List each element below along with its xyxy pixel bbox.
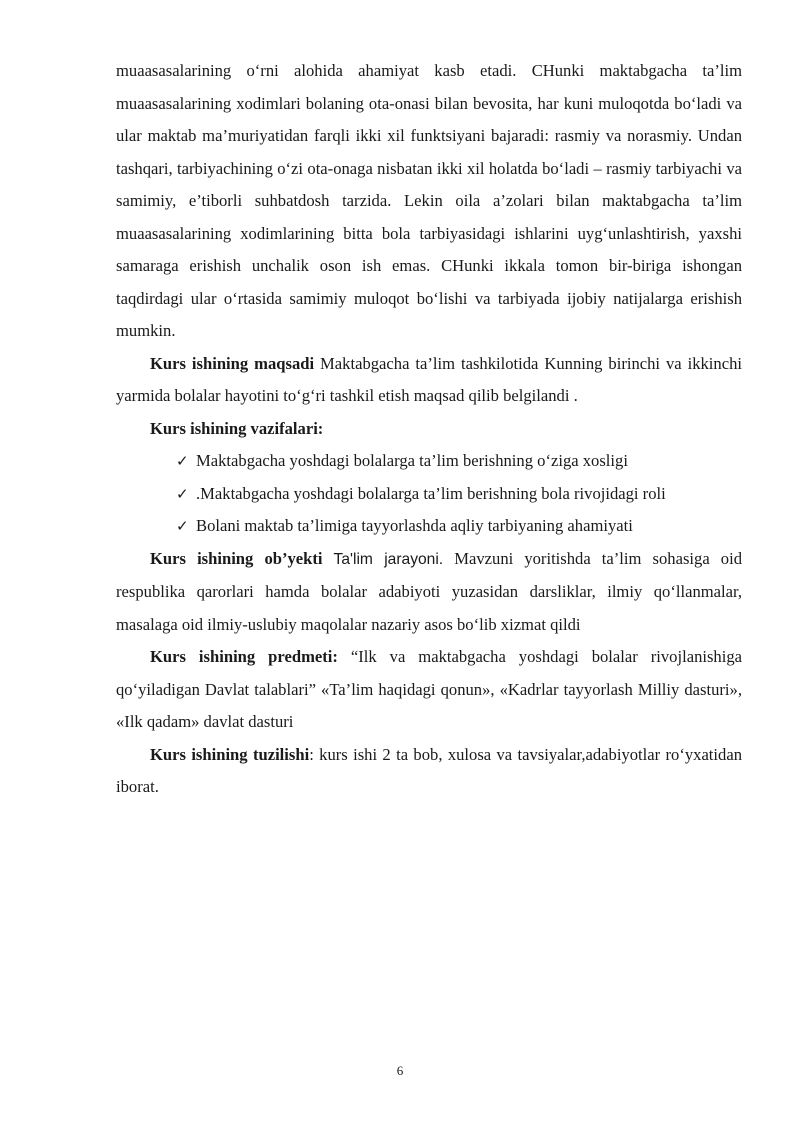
goal-text: Maktabgacha ta’lim tashkilotida Kunning birinchi va ikkinchi yarmida bolalar hayotini to‘g‘ri tashkil etish maqsad qilib belgilandi . bbox=[116, 353, 742, 405]
structure-text: : kurs ishi 2 ta bob, xulosa va tavsiyalar,adabiyotlar ro‘yxatidan iborat. bbox=[116, 744, 742, 796]
structure-paragraph bbox=[116, 739, 742, 804]
subject-text: “Ilk va maktabgacha yoshdagi bolalar rivojlanishiga qo‘yiladigan Davlat talablari” «Ta’lim haqidagi qonun», «Kadrlar tayyorlash Milliy dasturi», «Ilk qadam» davlat dasturi bbox=[116, 647, 742, 731]
checkmark-icon: ✓ bbox=[176, 517, 189, 535]
object-lead: Ta'lim jarayoni. bbox=[322, 550, 444, 568]
task-text: Maktabgacha yoshdagi bolalarga ta’lim berishning o‘ziga xosligi bbox=[196, 451, 628, 470]
page-number: 6 bbox=[396, 1063, 404, 1078]
list-item bbox=[176, 445, 742, 478]
goal-paragraph bbox=[116, 348, 742, 413]
checkmark-icon: ✓ bbox=[176, 452, 189, 470]
object-label: Kurs ishining ob’yekti bbox=[150, 548, 323, 568]
subject-paragraph bbox=[116, 641, 742, 739]
goal-label: Kurs ishining maqsadi bbox=[150, 353, 315, 373]
list-item bbox=[176, 478, 742, 511]
tasks-list bbox=[116, 445, 742, 543]
intro-paragraph: muaasasalarining o‘rni alohida ahamiyat kasb etadi. CHunki maktabgacha ta’lim muaasasalarining xodimlari bolaning ota-onasi bilan bevosita, har kuni muloqotda bo‘ladi va ular maktab ma’muriyatidan farqli ikki xil funktsiyani bajaradi: rasmiy va norasmiy. Undan tashqari, tarbiyachining o‘zi ota-onaga nisbatan ikki xil holatda bo‘ladi – rasmiy tarbiyachi va samimiy, e’tiborli suhbatdosh tarzida. Lekin oila a’zolari bilan maktabgacha ta’lim muaasasalarining xodimlarining bitta bola tarbiyasidagi ishlarini uyg‘unlashtirish, yaxshi samaraga erishish unchalik oson ish emas. CHunki ikkala tomon bir-biriga ishongan taqdirdagi ular o‘rtasida samimiy muloqot bo‘lishi va tarbiyada ijobiy natijalarga erishish mumkin. bbox=[116, 61, 742, 340]
structure-label: Kurs ishining tuzilishi bbox=[150, 744, 310, 764]
checkmark-icon: ✓ bbox=[176, 484, 189, 503]
object-paragraph bbox=[116, 543, 742, 642]
task-text: Bolani maktab ta’limiga tayyorlashda aqliy tarbiyaning ahamiyati bbox=[196, 516, 633, 535]
list-item bbox=[176, 510, 742, 543]
task-text: .Maktabgacha yoshdagi bolalarga ta’lim berishning bola rivojidagi roli bbox=[196, 483, 666, 503]
tasks-heading: Kurs ishining vazifalari: bbox=[150, 418, 324, 438]
object-text: Mavzuni yoritishda ta’lim sohasiga oid respublika qarorlari hamda bolalar adabiyoti yuzasidan darsliklar, ilmiy qo‘llanmalar, masalaga oid ilmiy-uslubiy maqolalar nazariy asos bo‘lib xizmat qildi bbox=[116, 548, 742, 634]
page-body bbox=[116, 55, 742, 804]
subject-label: Kurs ishining predmeti: bbox=[150, 647, 338, 666]
